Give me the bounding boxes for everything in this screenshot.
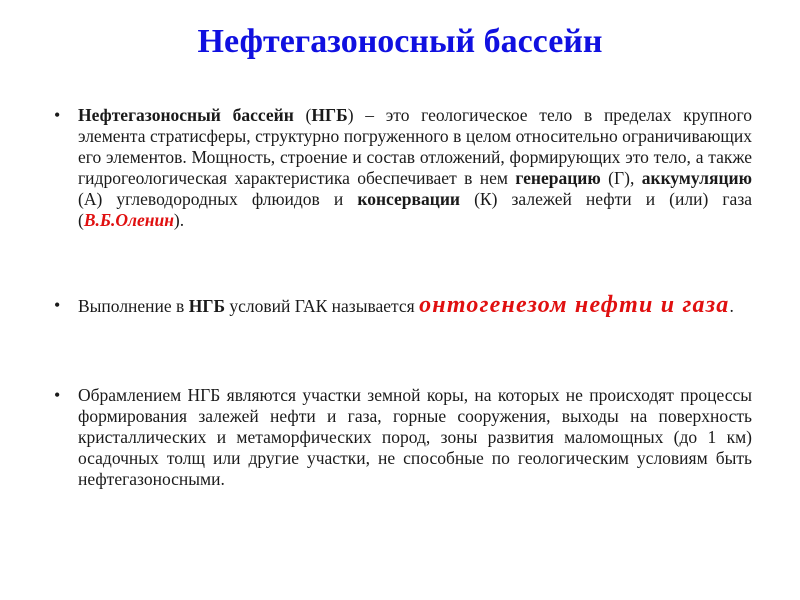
text-span: . xyxy=(729,296,734,316)
term-ngb: НГБ xyxy=(188,296,226,316)
text-span: ) – это геологическое тело в пределах крупного элемента стратисферы, структурно погруженного в целом относительно ограничивающих его элементов. Мощность, строение и состав отложений, формирующих это тело, а также гидрогеологическая характеристика обеспечивает в нем xyxy=(78,105,753,188)
bullet-icon: • xyxy=(54,295,61,315)
term-basin: Нефтегазоносный бассейн xyxy=(78,105,294,125)
author-citation: В.Б.Оленин xyxy=(83,210,174,230)
text-span: Обрамлением НГБ являются участки земной коры, на которых не происходят процессы формирования залежей нефти и газа, горные сооружения, выходы на поверхность кристаллических и метаморфических пород, зоны развития маломощных (до 1 км) осадочных толщ или другие участки, не способные по геологическим условиям быть нефтегазоносными. xyxy=(78,385,752,489)
term-ngb: НГБ xyxy=(311,105,348,125)
text-span: ). xyxy=(173,210,185,230)
text-span: (Г), xyxy=(600,168,642,188)
slide-title: Нефтегазоносный бассейн xyxy=(197,23,603,60)
term-conservation: консервации xyxy=(357,189,460,209)
text-span: (А) углеводородных флюидов и xyxy=(78,189,358,209)
bullet-icon: • xyxy=(54,385,61,405)
paragraph-definition xyxy=(54,105,753,231)
text-span: (К) залежей нефти и (или) газа ( xyxy=(78,189,752,230)
term-generation: генерацию xyxy=(515,168,601,188)
term-accumulation: аккумуляцию xyxy=(641,168,752,188)
term-ontogenesis: онтогенезом нефти и газа xyxy=(419,292,730,318)
paragraph-framing xyxy=(54,385,752,490)
text-span: ( xyxy=(293,105,312,125)
bullet-icon: • xyxy=(54,105,61,125)
text-span: условий ГАК называется xyxy=(225,296,420,316)
text-span: Выполнение в xyxy=(78,296,189,316)
paragraph-ontogenesis xyxy=(54,290,752,321)
